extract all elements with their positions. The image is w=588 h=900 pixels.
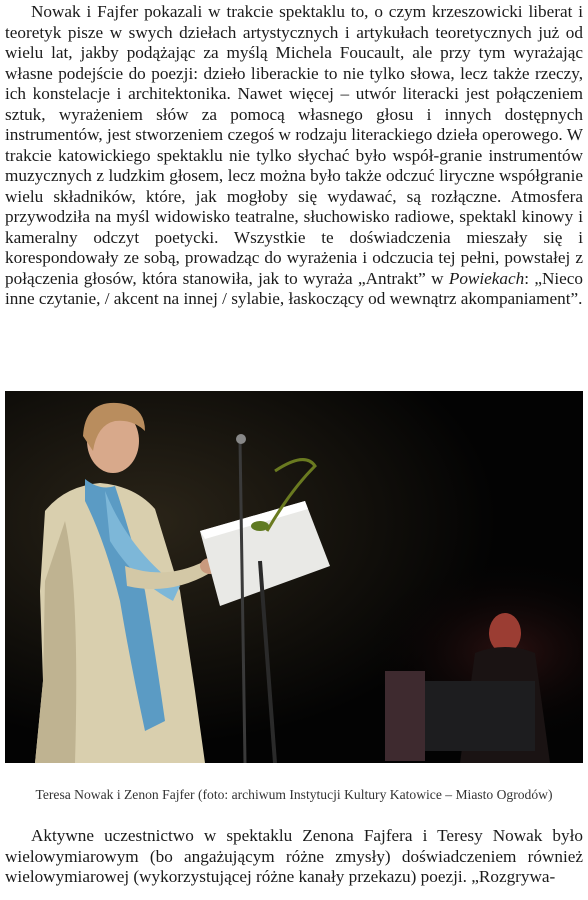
photo-caption: Teresa Nowak i Zenon Fajfer (foto: archiwum Instytucji Kultury Katowice – Miasto Ogrodów) bbox=[35, 787, 553, 802]
body-paragraph-1 bbox=[5, 2, 583, 310]
performance-photo bbox=[5, 391, 583, 763]
paragraph-1-text: Nowak i Fajfer pokazali w trakcie spektaklu to, o czym krzeszowicki liberat i teoretyk pisze w swych dziełach artystycznych i artykułach teoretycznych już od wielu lat, jakby podążając za myślą Michela Foucault, ale przy tym wyrażając własne podejście do poezji: dzieło liberackie to nie tylko słowa, lecz także rzeczy, ich konstelacje i architektonika. Nawet więcej – utwór literacki jest połączeniem sztuk, wyrażeniem słów za pomocą własnego głosu i innych dostępnych instrumentów, jest stworzeniem czegoś w rodzaju literackiego dzieła operowego. W trakcie katowickiego spektaklu nie tylko słychać było współ-granie instrumentów muzycznych z ludzkim głosem, lecz można było także odczuć liryczne współgranie wielu składników, które, jak mogłoby się wydawać, są rozłączne. Atmosfera przywodziła na myśl widowisko teatralne, słuchowisko radiowe, spektakl kinowy i kameralny odczyt poetycki. Wszystkie te doświadczenia mieszały się i korespondowały ze sobą, prowadząc do wyrażenia i odczucia tej pełni, powstałej z połączenia głosów, która stanowiła, jak to wyraża „Antrakt” w bbox=[5, 2, 583, 288]
performance-photo-illustration bbox=[5, 391, 583, 763]
body-paragraph-2: Aktywne uczestnictwo w spektaklu Zenona Fajfera i Teresy Nowak było wielowymiarowym (bo angażującym różne zmysły) doświadczeniem również wielowymiarowej (wykorzystującej różne kanały przekazu) poezji. „Rozgrywa- bbox=[5, 826, 583, 886]
paragraph-1-quote: : „Nieco inne czytanie, / akcent na innej / sylabie, łaskoczący od wewnątrz akompaniament”. bbox=[5, 268, 583, 308]
book-title-italic: Powiekach bbox=[448, 268, 525, 288]
